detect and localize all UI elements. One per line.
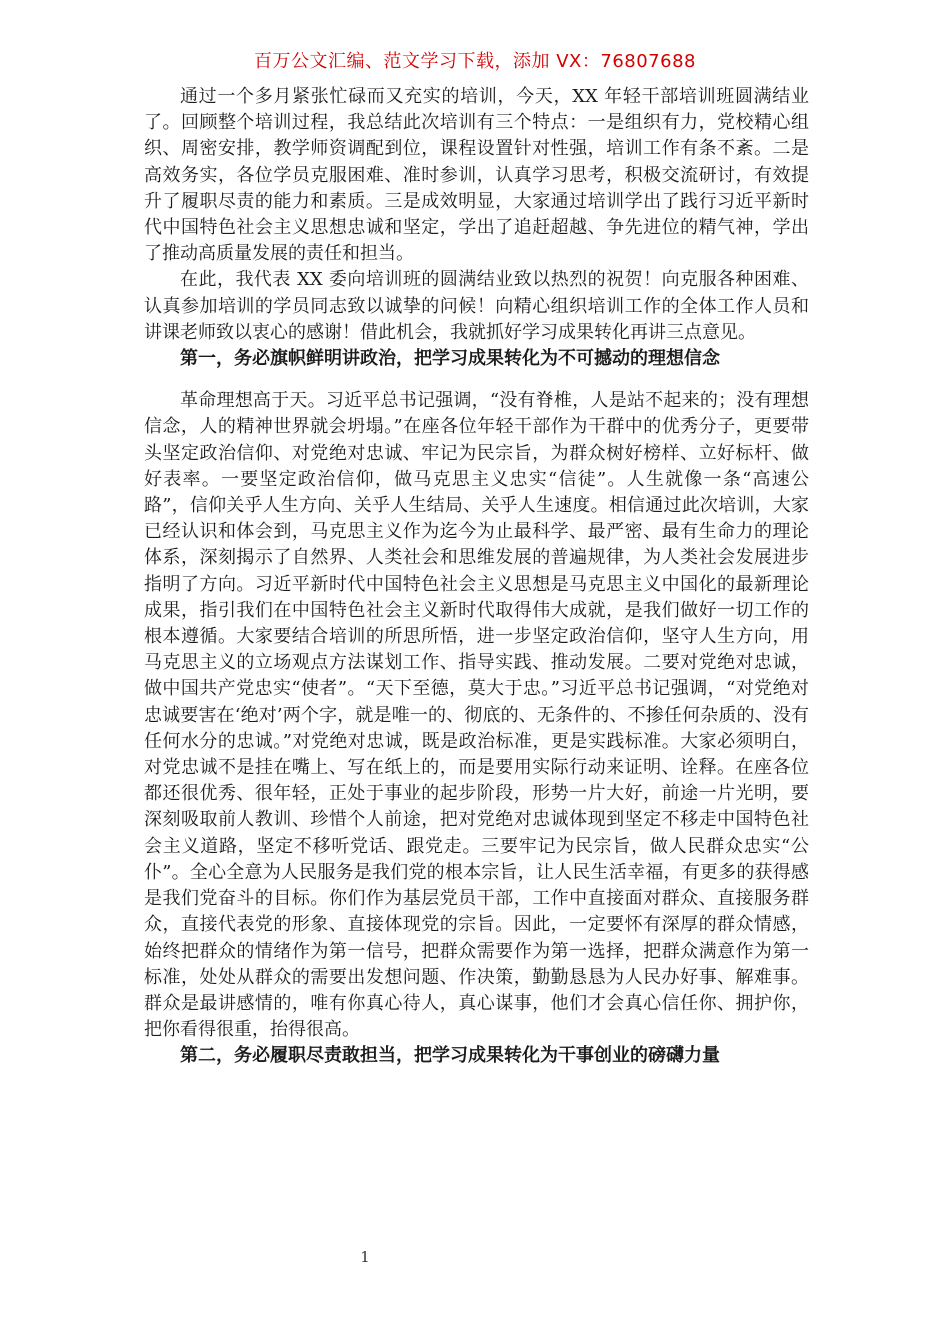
section-heading-1: 第一，务必旗帜鲜明讲政治，把学习成果转化为不可撼动的理想信念 (180, 348, 720, 370)
paragraph-thanks: 在此，我代表 XX 委向培训班的圆满结业致以热烈的祝贺！向克服各种困难、认真参加培训的学员同志致以诚挚的问候！向精心组织培训工作的全体工作人员和讲课老师致以衷心的感谢！借此机会，我就抓好学习成果转化再讲三点意见。 (144, 269, 809, 343)
paragraph-intro: 通过一个多月紧张忙碌而又充实的培训，今天，XX 年轻干部培训班圆满结业了。回顾整个培训过程，我总结此次培训有三个特点：一是组织有力，党校精心组织、周密安排，教学师资调配到位，课程设置针对性强，培训工作有条不紊。二是高效务实，各位学员克服困难、准时参训，认真学习思考，积极交流研讨，有效提升了履职尽责的能力和素质。三是成效明显，大家通过培训学出了践行习近平新时代中国特色社会主义思想忠诚和坚定，学出了追赶超越、争先进位的精气神，学出了推动高质量发展的责任和担当。 (144, 86, 809, 265)
header-banner: 百万公文汇编、范文学习下载，添加 VX：76807688 (254, 51, 696, 72)
document-body (144, 84, 809, 1070)
section-heading-2: 第二，务必履职尽责敢担当，把学习成果转化为干事创业的磅礴力量 (180, 1045, 720, 1067)
page-number: 1 (360, 1248, 370, 1266)
section-body-1: 革命理想高于天。习近平总书记强调，“没有脊椎，人是站不起来的；没有理想信念，人的精神世界就会坍塌。”在座各位年轻干部作为干群中的优秀分子，更要带头坚定政治信仰、对党绝对忠诚、牢记为民宗旨，为群众树好榜样、立好标杆、做好表率。一要坚定政治信仰，做马克思主义忠实“信徒”。人生就像一条“高速公路”，信仰关乎人生方向、关乎人生结局、关乎人生速度。相信通过此次培训，大家已经认识和体会到，马克思主义作为迄今为止最科学、最严密、最有生命力的理论体系，深刻揭示了自然界、人类社会和思维发展的普遍规律，为人类社会发展进步指明了方向。习近平新时代中国特色社会主义思想是马克思主义中国化的最新理论成果，指引我们在中国特色社会主义新时代取得伟大成就，是我们做好一切工作的根本遵循。大家要结合培训的所思所悟，进一步坚定政治信仰，坚守人生方向，用马克思主义的立场观点方法谋划工作、指导实践、推动发展。二要对党绝对忠诚，做中国共产党忠实“使者”。“天下至德，莫大于忠。”习近平总书记强调，“对党绝对忠诚要害在‘绝对’两个字，就是唯一的、彻底的、无条件的、不掺任何杂质的、没有任何水分的忠诚。”对党绝对忠诚，既是政治标准，更是实践标准。大家必须明白，对党忠诚不是挂在嘴上、写在纸上的，而是要用实际行动来证明、诠释。在座各位都还很优秀、很年轻，正处于事业的起步阶段，形势一片大好，前途一片光明，要深刻吸取前人教训、珍惜个人前途，把对党绝对忠诚体现到坚定不移走中国特色社会主义道路，坚定不移听党话、跟党走。三要牢记为民宗旨，做人民群众忠实“公仆”。全心全意为人民服务是我们党的根本宗旨，让人民生活幸福，有更多的获得感是我们党奋斗的目标。你们作为基层党员干部，工作中直接面对群众、直接服务群众，直接代表党的形象、直接体现党的宗旨。因此，一定要怀有深厚的群众情感，始终把群众的情绪作为第一信号，把群众需要作为第一选择，把群众满意作为第一标准，处处从群众的需要出发想问题、作决策，勤勤恳恳为人民办好事、解难事。群众是最讲感情的，唯有你真心待人，真心谋事，他们才会真心信任你、拥护你，把你看得很重，抬得很高。 (144, 390, 809, 1041)
